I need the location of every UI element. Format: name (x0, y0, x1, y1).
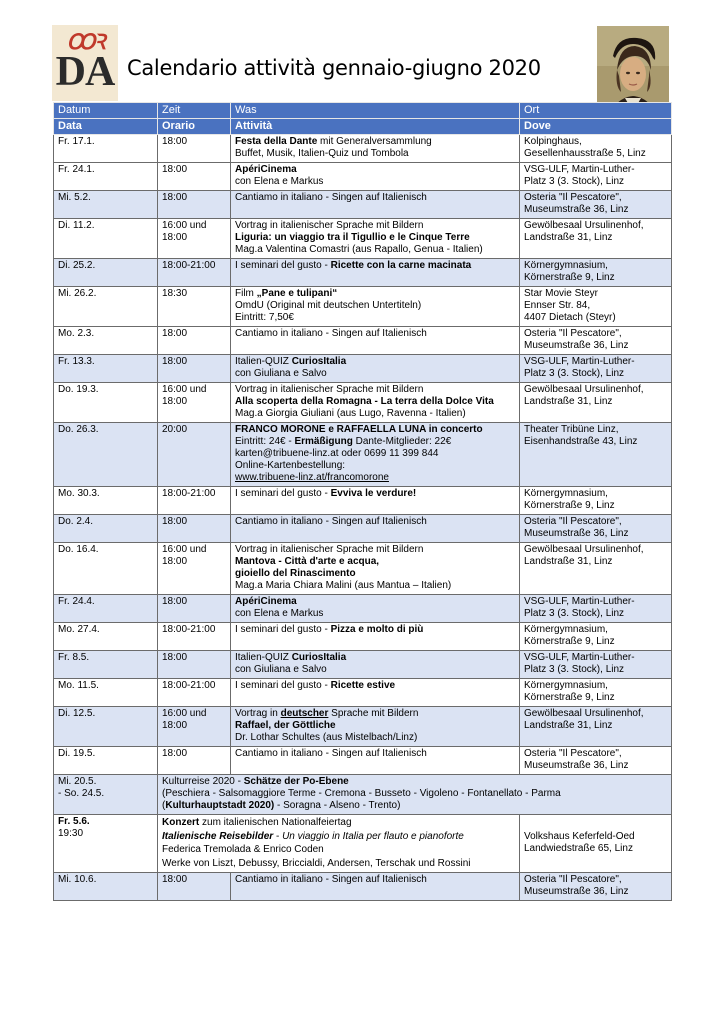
event-location: Körnergymnasium, Körnerstraße 9, Linz (520, 679, 672, 707)
event-time: 18:00 (158, 595, 231, 623)
event-description: ApériCinema con Elena e Markus (231, 595, 520, 623)
event-date: Fr. 24.4. (54, 595, 158, 623)
header-dove: Dove (520, 119, 672, 135)
header-ort: Ort (520, 103, 672, 119)
event-time: 16:00 und 18:00 (158, 707, 231, 747)
event-time: 18:00-21:00 (158, 679, 231, 707)
formatted-text: „Pane e tulipani“ (256, 288, 338, 299)
event-time: 18:00-21:00 (158, 259, 231, 287)
formatted-text: Kulturhauptstadt 2020) (165, 800, 275, 811)
table-row (54, 487, 672, 515)
event-time: 16:00 und 18:00 (158, 383, 231, 423)
header-zeit: Zeit (158, 103, 231, 119)
logo-letters: DA (55, 49, 115, 95)
header-row-de (54, 103, 672, 119)
table-row (54, 163, 672, 191)
event-description: Konzert zum italienischen Nationalfeiertag Italienische Reisebilder - Un viaggio in Italia per flauto e pianoforte Federica Tremolada & Enrico Coden Werke von Liszt, Debussy, Briccialdi, Andersen, Terschak und Rossini (158, 815, 520, 873)
formatted-text: Un viaggio in Italia per flauto e pianoforte (282, 830, 464, 842)
event-time: 18:30 (158, 287, 231, 327)
event-description: Italien-QUIZ CuriosItalia con Giuliana e Salvo (231, 355, 520, 383)
event-date: Mi. 26.2. (54, 287, 158, 327)
formatted-text: Konzert (162, 817, 200, 828)
event-time: 18:00-21:00 (158, 623, 231, 651)
event-time: 18:00 (158, 747, 231, 775)
event-location: Körnergymnasium, Körnerstraße 9, Linz (520, 623, 672, 651)
table-row (54, 775, 672, 815)
header-orario: Orario (158, 119, 231, 135)
table-row (54, 543, 672, 595)
table-row (54, 651, 672, 679)
event-location: Star Movie Steyr Ennser Str. 84, 4407 Dietach (Steyr) (520, 287, 672, 327)
event-time: 18:00 (158, 355, 231, 383)
event-date: Do. 16.4. (54, 543, 158, 595)
event-date: Mo. 11.5. (54, 679, 158, 707)
event-date (54, 815, 158, 873)
table-row (54, 707, 672, 747)
event-description: Vortrag in deutscher Sprache mit Bildern Raffael, der Göttliche Dr. Lothar Schultes (aus Mistelbach/Linz) (231, 707, 520, 747)
table-row (54, 355, 672, 383)
event-location: Gewölbesaal Ursulinenhof, Landstraße 31, Linz (520, 543, 672, 595)
table-row (54, 287, 672, 327)
header-datum: Datum (54, 103, 158, 119)
event-location: VSG-ULF, Martin-Luther- Platz 3 (3. Stock), Linz (520, 651, 672, 679)
event-location: VSG-ULF, Martin-Luther- Platz 3 (3. Stock), Linz (520, 163, 672, 191)
event-location: Osteria "Il Pescatore", Museumstraße 36, Linz (520, 515, 672, 543)
formatted-text: Liguria: un viaggio tra il Tigullio e le Cinque Terre (235, 232, 470, 243)
event-location: Gewölbesaal Ursulinenhof, Landstraße 31, Linz (520, 383, 672, 423)
table-row (54, 623, 672, 651)
event-time: 18:00 (158, 135, 231, 163)
event-description: Festa della Dante mit Generalversammlung Buffet, Musik, Italien-Quiz und Tombola (231, 135, 520, 163)
event-location: Gewölbesaal Ursulinenhof, Landstraße 31, Linz (520, 219, 672, 259)
event-date: Fr. 17.1. (54, 135, 158, 163)
event-time: 18:00 (158, 873, 231, 901)
event-time: 19:30 (58, 828, 84, 839)
event-description: Cantiamo in italiano - Singen auf Italienisch (231, 747, 520, 775)
event-date: Mo. 30.3. (54, 487, 158, 515)
table-row (54, 515, 672, 543)
formatted-text: CuriosItalia (291, 356, 347, 367)
event-time: 18:00 (158, 651, 231, 679)
logo-emblem: ꝎꝚ (66, 30, 104, 54)
event-date: Fr. 24.1. (54, 163, 158, 191)
formatted-text: Alla scoperta della Romagna - La terra della Dolce Vita (235, 396, 494, 407)
event-location: Körnergymnasium, Körnerstraße 9, Linz (520, 259, 672, 287)
table-row (54, 327, 672, 355)
event-description: Cantiamo in italiano - Singen auf Italienisch (231, 873, 520, 901)
table-row (54, 135, 672, 163)
table-row (54, 873, 672, 901)
formatted-text: Raffael, der Göttliche (235, 720, 336, 731)
event-location: Theater Tribüne Linz, Eisenhandstraße 43, Linz (520, 423, 672, 487)
table-row (54, 191, 672, 219)
event-location: Volkshaus Keferfeld-Oed Landwiedstraße 65, Linz (520, 815, 672, 873)
event-location: Osteria "Il Pescatore", Museumstraße 36, Linz (520, 191, 672, 219)
formatted-text: ApériCinema (235, 164, 297, 175)
formatted-text: Italienische Reisebilder (162, 830, 274, 842)
page-title: Calendario attività gennaio-giugno 2020 (127, 56, 541, 80)
formatted-text: Evviva le verdure! (330, 488, 417, 499)
event-date: Mo. 27.4. (54, 623, 158, 651)
header-data: Data (54, 119, 158, 135)
event-time: 18:00 (158, 327, 231, 355)
logo (52, 25, 118, 101)
event-date: Mo. 2.3. (54, 327, 158, 355)
event-date: Di. 12.5. (54, 707, 158, 747)
event-date-text: Fr. 5.6. (58, 816, 90, 827)
formatted-text: CuriosItalia (291, 652, 347, 663)
table-row (54, 383, 672, 423)
event-location: Osteria "Il Pescatore", Museumstraße 36, Linz (520, 747, 672, 775)
event-description: Kulturreise 2020 - Schätze der Po-Ebene (Peschiera - Salsomaggiore Terme - Cremona - Busseto - Vigoleno - Fontanellato - Parma (Kulturhauptstadt 2020) - Soragna - Alseno - Trento) (158, 775, 672, 815)
event-location: VSG-ULF, Martin-Luther- Platz 3 (3. Stock), Linz (520, 595, 672, 623)
table-row (54, 747, 672, 775)
event-location: VSG-ULF, Martin-Luther- Platz 3 (3. Stock), Linz (520, 355, 672, 383)
event-time: 20:00 (158, 423, 231, 487)
table-row (54, 219, 672, 259)
event-description: Film „Pane e tulipani“ OmdU (Original mit deutschen Untertiteln) Eintritt: 7,50€ (231, 287, 520, 327)
event-date: Fr. 8.5. (54, 651, 158, 679)
event-time: 18:00-21:00 (158, 487, 231, 515)
table-row (54, 423, 672, 487)
event-time: 16:00 und 18:00 (158, 219, 231, 259)
event-description: Cantiamo in italiano - Singen auf Italienisch (231, 327, 520, 355)
formatted-text: Schätze der Po-Ebene (243, 776, 349, 787)
event-date: Do. 19.3. (54, 383, 158, 423)
calendar-table (53, 102, 672, 901)
formatted-text: ApériCinema (235, 596, 297, 607)
event-date: Mi. 10.6. (54, 873, 158, 901)
formatted-text: Festa della Dante (235, 136, 318, 147)
formatted-text: Ermäßigung (294, 436, 353, 447)
formatted-text: www.tribuene-linz.at/francomorone (235, 472, 389, 483)
event-description: I seminari del gusto - Ricette con la carne macinata (231, 259, 520, 287)
event-date: Mi. 5.2. (54, 191, 158, 219)
event-date: Do. 26.3. (54, 423, 158, 487)
event-description: ApériCinema con Elena e Markus (231, 163, 520, 191)
formatted-text: Mantova - Città d'arte e acqua, (235, 556, 380, 567)
table-row (54, 259, 672, 287)
event-location: Kolpinghaus, Gesellenhausstraße 5, Linz (520, 135, 672, 163)
formatted-text: Pizza e molto di più (330, 624, 424, 635)
event-description: Vortrag in italienischer Sprache mit Bildern Alla scoperta della Romagna - La terra della Dolce Vita Mag.a Giorgia Giuliani (aus Lugo, Ravenna - Italien) (231, 383, 520, 423)
event-description: Vortrag in italienischer Sprache mit Bildern Mantova - Città d'arte e acqua, gioiello del Rinascimento Mag.a Maria Chiara Malini (aus Mantua – Italien) (231, 543, 520, 595)
formatted-text: Ricette estive (330, 680, 396, 691)
event-description: Vortrag in italienischer Sprache mit Bildern Liguria: un viaggio tra il Tigullio e le Cinque Terre Mag.a Valentina Comastri (aus Rapallo, Genua - Italien) (231, 219, 520, 259)
event-date: Fr. 13.3. (54, 355, 158, 383)
header-row-it (54, 119, 672, 135)
event-description: Italien-QUIZ CuriosItalia con Giuliana e Salvo (231, 651, 520, 679)
event-date: Di. 11.2. (54, 219, 158, 259)
table-row (54, 815, 672, 873)
formatted-text: deutscher (280, 708, 329, 719)
event-time: 18:00 (158, 163, 231, 191)
event-location: Körnergymnasium, Körnerstraße 9, Linz (520, 487, 672, 515)
header-was: Was (231, 103, 520, 119)
table-row (54, 595, 672, 623)
event-date: Do. 2.4. (54, 515, 158, 543)
event-time: 18:00 (158, 515, 231, 543)
event-description: I seminari del gusto - Evviva le verdure! (231, 487, 520, 515)
event-date: Di. 25.2. (54, 259, 158, 287)
table-row (54, 679, 672, 707)
event-location: Osteria "Il Pescatore", Museumstraße 36, Linz (520, 873, 672, 901)
event-time: 16:00 und 18:00 (158, 543, 231, 595)
event-description: FRANCO MORONE e RAFFAELLA LUNA in concerto Eintritt: 24€ - Ermäßigung Dante-Mitglieder: 22€ karten@tribuene-linz.at oder 0699 11 399 844 Online-Kartenbestellung: www.tribuene-linz.at/francomorone (231, 423, 520, 487)
event-time: 18:00 (158, 191, 231, 219)
formatted-text: gioiello del Rinascimento (235, 568, 356, 579)
formatted-text: Ricette con la carne macinata (330, 260, 472, 271)
formatted-text: FRANCO MORONE e RAFFAELLA LUNA in concerto (235, 424, 483, 435)
event-date: Di. 19.5. (54, 747, 158, 775)
event-location: Osteria "Il Pescatore", Museumstraße 36, Linz (520, 327, 672, 355)
event-location: Gewölbesaal Ursulinenhof, Landstraße 31, Linz (520, 707, 672, 747)
event-date: Mi. 20.5. - So. 24.5. (54, 775, 158, 815)
event-description: Cantiamo in italiano - Singen auf Italienisch (231, 191, 520, 219)
event-description: I seminari del gusto - Ricette estive (231, 679, 520, 707)
event-description: Cantiamo in italiano - Singen auf Italienisch (231, 515, 520, 543)
event-description: I seminari del gusto - Pizza e molto di più (231, 623, 520, 651)
header-attivita: Attività (231, 119, 520, 135)
